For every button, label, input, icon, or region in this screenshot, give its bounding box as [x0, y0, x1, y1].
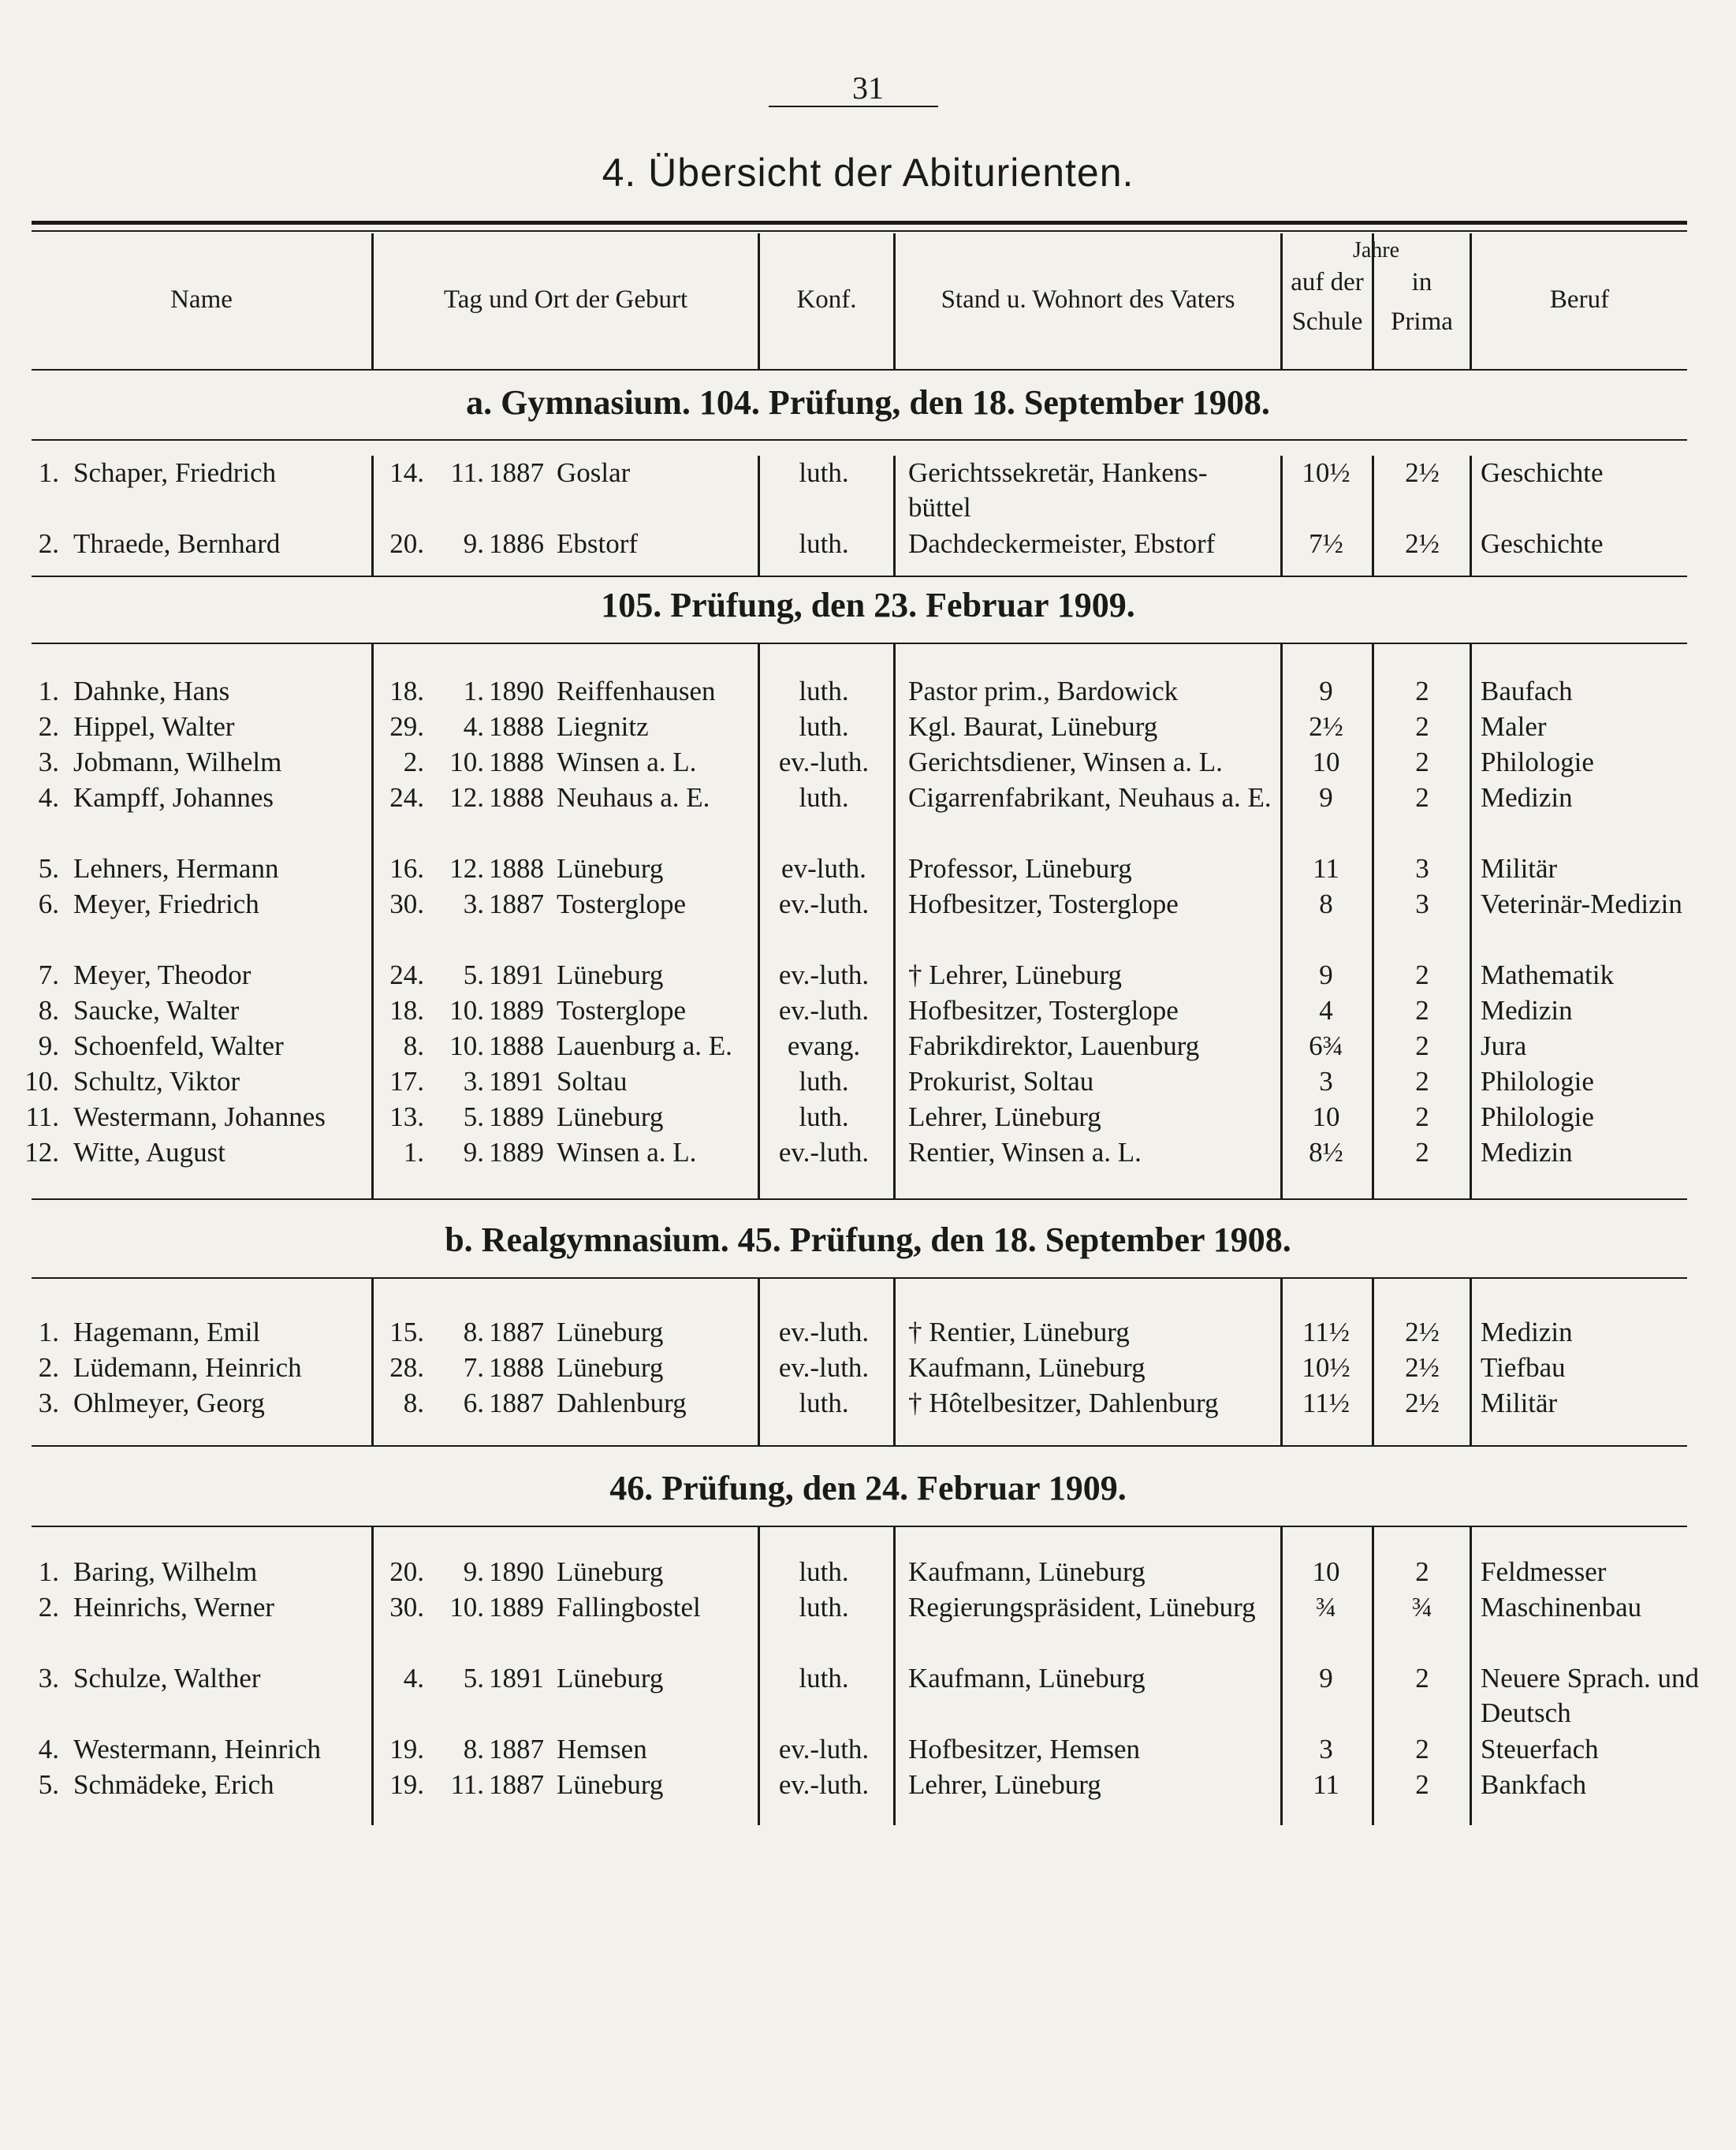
cell-place: Winsen a. L.	[557, 747, 697, 777]
cell-no: 1.	[38, 457, 59, 488]
cell-no: 2.	[38, 711, 59, 742]
cell-conf: luth.	[799, 1066, 849, 1097]
cell-school: 9	[1319, 676, 1333, 706]
table-top-rule-thin	[32, 230, 1687, 232]
cell-prima: 2½	[1405, 1388, 1440, 1418]
page-title: 4. Übersicht der Abiturienten.	[602, 151, 1134, 195]
cell-job: Philologie	[1481, 1101, 1594, 1132]
table-row	[0, 456, 1736, 525]
cell-school: 6¾	[1309, 1030, 1343, 1061]
cell-name: Saucke, Walter	[73, 995, 240, 1026]
cell-job: Feldmesser	[1481, 1556, 1607, 1587]
cell-day: 13.	[389, 1101, 424, 1132]
cell-father: † Lehrer, Lüneburg	[908, 959, 1123, 990]
cell-year: 1887	[489, 1388, 544, 1418]
cell-father: Gerichtssekretär, Hankens- büttel	[908, 457, 1215, 523]
cell-father: Kaufmann, Lüneburg	[908, 1663, 1146, 1694]
cell-name: Dahnke, Hans	[73, 676, 230, 706]
cell-prima: 2	[1415, 995, 1429, 1026]
cell-day: 1.	[403, 1137, 424, 1168]
header-prima	[1374, 263, 1470, 341]
cell-year: 1891	[489, 959, 544, 990]
cell-month: 10.	[449, 747, 484, 777]
cell-month: 10.	[449, 1592, 484, 1623]
cell-month: 11.	[450, 1769, 484, 1800]
cell-no: 11.	[25, 1101, 59, 1132]
cell-prima: 2	[1415, 959, 1429, 990]
cell-name: Hagemann, Emil	[73, 1317, 261, 1347]
section-rule	[32, 439, 1687, 441]
cell-job: Philologie	[1481, 1066, 1594, 1097]
cell-father: Kgl. Baurat, Lüneburg	[908, 711, 1158, 742]
cell-no: 4.	[38, 1734, 59, 1764]
heading-gymnasium-104: a. Gymnasium. 104. Prüfung, den 18. September 1908.	[466, 383, 1270, 422]
header-name: Name	[170, 285, 233, 314]
cell-name: Schulze, Walther	[73, 1663, 261, 1694]
header-prima-line2: Prima	[1391, 307, 1453, 336]
table-top-rule	[32, 221, 1687, 225]
cell-conf: evang.	[787, 1030, 861, 1061]
cell-year: 1891	[489, 1066, 544, 1097]
cell-school: 10	[1312, 747, 1340, 777]
cell-father: † Hôtelbesitzer, Dahlenburg	[908, 1388, 1219, 1418]
cell-school: 9	[1319, 782, 1333, 813]
cell-name: Lüdemann, Heinrich	[73, 1352, 302, 1383]
cell-father: Gerichtsdiener, Winsen a. L.	[908, 747, 1223, 777]
cell-year: 1887	[489, 1769, 544, 1800]
cell-job: Medizin	[1481, 1137, 1573, 1168]
cell-year: 1888	[489, 782, 544, 813]
cell-place: Lüneburg	[557, 1317, 664, 1347]
cell-job: Neuere Sprach. und Deutsch	[1481, 1663, 1699, 1728]
cell-conf: luth.	[799, 1663, 849, 1694]
cell-year: 1888	[489, 747, 544, 777]
cell-school: ¾	[1315, 1592, 1337, 1623]
cell-name: Schultz, Viktor	[73, 1066, 240, 1097]
cell-day: 8.	[403, 1030, 424, 1061]
header-prima-line1: in	[1411, 268, 1432, 296]
cell-day: 15.	[389, 1317, 424, 1347]
cell-no: 5.	[38, 1769, 59, 1800]
cell-job: Maler	[1481, 711, 1547, 742]
cell-no: 1.	[38, 1556, 59, 1587]
cell-school: 11½	[1302, 1317, 1350, 1347]
cell-no: 1.	[38, 676, 59, 706]
cell-prima: 2½	[1405, 1317, 1440, 1347]
cell-month: 5.	[463, 1101, 484, 1132]
cell-month: 5.	[463, 959, 484, 990]
cell-no: 2.	[38, 1352, 59, 1383]
cell-name: Thraede, Bernhard	[73, 528, 281, 559]
cell-conf: luth.	[799, 1388, 849, 1418]
cell-day: 18.	[389, 995, 424, 1026]
cell-conf: luth.	[799, 457, 849, 488]
cell-job: Medizin	[1481, 995, 1573, 1026]
cell-father: Fabrikdirektor, Lauenburg	[908, 1030, 1200, 1061]
cell-year: 1888	[489, 1352, 544, 1383]
cell-month: 7.	[463, 1352, 484, 1383]
table-row	[0, 781, 1736, 850]
cell-year: 1889	[489, 995, 544, 1026]
cell-no: 4.	[38, 782, 59, 813]
cell-day: 20.	[389, 528, 424, 559]
cell-day: 29.	[389, 711, 424, 742]
table-row	[0, 1768, 1736, 1837]
cell-year: 1890	[489, 1556, 544, 1587]
cell-father: Kaufmann, Lüneburg	[908, 1556, 1146, 1587]
cell-conf: ev.-luth.	[778, 1769, 870, 1800]
cell-year: 1887	[489, 457, 544, 488]
cell-year: 1887	[489, 1734, 544, 1764]
cell-school: 11½	[1302, 1388, 1350, 1418]
cell-conf: ev-luth.	[781, 853, 866, 884]
cell-name: Meyer, Friedrich	[73, 889, 259, 919]
cell-school: 11	[1313, 1769, 1339, 1800]
cell-conf: ev.-luth.	[778, 1317, 870, 1347]
cell-conf: luth.	[799, 1101, 849, 1132]
table-row	[0, 1661, 1736, 1731]
cell-month: 10.	[449, 995, 484, 1026]
cell-prima: 2	[1415, 1769, 1429, 1800]
cell-day: 24.	[389, 959, 424, 990]
cell-prima: 2	[1415, 1663, 1429, 1694]
cell-place: Reiffenhausen	[557, 676, 716, 706]
cell-school: 2½	[1309, 711, 1343, 742]
cell-prima: 2	[1415, 1556, 1429, 1587]
cell-school: 9	[1319, 1663, 1333, 1694]
cell-father: Kaufmann, Lüneburg	[908, 1352, 1146, 1383]
cell-month: 8.	[463, 1734, 484, 1764]
cell-day: 24.	[389, 782, 424, 813]
header-years-label: Jahre	[1352, 238, 1400, 263]
cell-conf: ev.-luth.	[778, 1734, 870, 1764]
cell-conf: luth.	[799, 676, 849, 706]
cell-job: Steuerfach	[1481, 1734, 1599, 1764]
cell-place: Lüneburg	[557, 1101, 664, 1132]
cell-school: 10	[1312, 1101, 1340, 1132]
cell-place: Ebstorf	[557, 528, 639, 559]
cell-job: Philologie	[1481, 747, 1594, 777]
cell-place: Tosterglope	[557, 889, 687, 919]
cell-no: 3.	[38, 747, 59, 777]
cell-place: Lüneburg	[557, 1663, 664, 1694]
cell-no: 10.	[24, 1066, 59, 1097]
cell-name: Schaper, Friedrich	[73, 457, 277, 488]
cell-father: Hofbesitzer, Tosterglope	[908, 889, 1179, 919]
section-rule	[32, 1526, 1687, 1527]
cell-conf: ev.-luth.	[778, 995, 870, 1026]
cell-no: 1.	[38, 1317, 59, 1347]
cell-month: 12.	[449, 853, 484, 884]
cell-day: 19.	[389, 1769, 424, 1800]
cell-job: Maschinenbau	[1481, 1592, 1642, 1623]
cell-school: 10½	[1302, 457, 1350, 488]
cell-conf: luth.	[799, 711, 849, 742]
header-school-line1: auf der	[1291, 268, 1364, 296]
cell-school: 3	[1319, 1734, 1333, 1764]
cell-conf: luth.	[799, 782, 849, 813]
cell-month: 5.	[463, 1663, 484, 1694]
cell-prima: 3	[1415, 853, 1429, 884]
cell-father: † Rentier, Lüneburg	[908, 1317, 1130, 1347]
cell-job: Veterinär-Medizin	[1481, 889, 1682, 919]
cell-month: 9.	[463, 528, 484, 559]
cell-place: Hemsen	[557, 1734, 647, 1764]
cell-prima: 2	[1415, 1030, 1429, 1061]
cell-year: 1888	[489, 853, 544, 884]
cell-father: Lehrer, Lüneburg	[908, 1101, 1101, 1132]
cell-conf: luth.	[799, 528, 849, 559]
cell-father: Hofbesitzer, Hemsen	[908, 1734, 1141, 1764]
cell-no: 2.	[38, 528, 59, 559]
cell-job: Geschichte	[1481, 457, 1604, 488]
cell-prima: 2	[1415, 1101, 1429, 1132]
cell-father: Prokurist, Soltau	[908, 1066, 1094, 1097]
cell-month: 12.	[449, 782, 484, 813]
header-birth: Tag und Ort der Geburt	[443, 285, 688, 314]
cell-school: 9	[1319, 959, 1333, 990]
cell-place: Neuhaus a. E.	[557, 782, 710, 813]
cell-job: Medizin	[1481, 1317, 1573, 1347]
cell-father: Lehrer, Lüneburg	[908, 1769, 1101, 1800]
cell-place: Goslar	[557, 457, 631, 488]
cell-month: 8.	[463, 1317, 484, 1347]
cell-conf: luth.	[799, 1592, 849, 1623]
cell-month: 10.	[449, 1030, 484, 1061]
cell-year: 1887	[489, 889, 544, 919]
cell-day: 20.	[389, 1556, 424, 1587]
cell-name: Schmädeke, Erich	[73, 1769, 274, 1800]
header-bottom-rule	[32, 369, 1687, 371]
cell-no: 3.	[38, 1388, 59, 1418]
cell-day: 17.	[389, 1066, 424, 1097]
cell-year: 1888	[489, 1030, 544, 1061]
heading-46: 46. Prüfung, den 24. Februar 1909.	[609, 1469, 1127, 1507]
cell-name: Meyer, Theodor	[73, 959, 251, 990]
cell-place: Lüneburg	[557, 1769, 664, 1800]
cell-prima: 2	[1415, 1734, 1429, 1764]
cell-father: Professor, Lüneburg	[908, 853, 1132, 884]
table-row	[0, 1590, 1736, 1660]
cell-year: 1888	[489, 711, 544, 742]
cell-place: Lüneburg	[557, 853, 664, 884]
table-row	[0, 887, 1736, 956]
cell-day: 8.	[403, 1388, 424, 1418]
cell-name: Ohlmeyer, Georg	[73, 1388, 265, 1418]
cell-father: Dachdeckermeister, Ebstorf	[908, 528, 1216, 559]
section-rule	[32, 643, 1687, 644]
cell-job: Mathematik	[1481, 959, 1615, 990]
cell-name: Heinrichs, Werner	[73, 1592, 275, 1623]
cell-prima: 2	[1415, 1066, 1429, 1097]
cell-year: 1886	[489, 528, 544, 559]
cell-prima: 2	[1415, 676, 1429, 706]
cell-name: Baring, Wilhelm	[73, 1556, 258, 1587]
table-row	[0, 1386, 1736, 1455]
cell-no: 9.	[38, 1030, 59, 1061]
table-row	[0, 1135, 1736, 1205]
cell-school: 4	[1319, 995, 1333, 1026]
cell-job: Medizin	[1481, 782, 1573, 813]
cell-school: 8	[1319, 889, 1333, 919]
cell-no: 2.	[38, 1592, 59, 1623]
cell-place: Fallingbostel	[557, 1592, 701, 1623]
cell-job: Militär	[1481, 1388, 1558, 1418]
header-confession: Konf.	[796, 285, 857, 314]
cell-month: 4.	[463, 711, 484, 742]
cell-year: 1887	[489, 1317, 544, 1347]
section-rule	[32, 1277, 1687, 1279]
header-school	[1283, 263, 1372, 341]
cell-month: 3.	[463, 889, 484, 919]
cell-school: 11	[1313, 853, 1339, 884]
cell-no: 7.	[38, 959, 59, 990]
cell-school: 10	[1312, 1556, 1340, 1587]
cell-conf: ev.-luth.	[778, 1352, 870, 1383]
cell-month: 11.	[450, 457, 484, 488]
cell-day: 18.	[389, 676, 424, 706]
cell-prima: 2½	[1405, 1352, 1440, 1383]
cell-no: 8.	[38, 995, 59, 1026]
cell-father: Rentier, Winsen a. L.	[908, 1137, 1142, 1168]
cell-job: Baufach	[1481, 676, 1573, 706]
cell-name: Lehners, Hermann	[73, 853, 279, 884]
cell-year: 1889	[489, 1137, 544, 1168]
cell-conf: ev.-luth.	[778, 959, 870, 990]
cell-name: Westermann, Heinrich	[73, 1734, 322, 1764]
header-father: Stand u. Wohnort des Vaters	[941, 285, 1235, 314]
cell-conf: ev.-luth.	[778, 889, 870, 919]
cell-day: 28.	[389, 1352, 424, 1383]
cell-job: Tiefbau	[1481, 1352, 1566, 1383]
cell-prima: 3	[1415, 889, 1429, 919]
cell-month: 9.	[463, 1556, 484, 1587]
cell-place: Lüneburg	[557, 959, 664, 990]
cell-prima: ¾	[1411, 1592, 1433, 1623]
cell-year: 1889	[489, 1592, 544, 1623]
cell-conf: ev.-luth.	[778, 747, 870, 777]
cell-year: 1890	[489, 676, 544, 706]
cell-place: Lüneburg	[557, 1556, 664, 1587]
cell-prima: 2½	[1405, 528, 1440, 559]
cell-place: Liegnitz	[557, 711, 649, 742]
cell-day: 30.	[389, 1592, 424, 1623]
cell-prima: 2	[1415, 711, 1429, 742]
cell-year: 1889	[489, 1101, 544, 1132]
cell-name: Schoenfeld, Walter	[73, 1030, 284, 1061]
cell-conf: luth.	[799, 1556, 849, 1587]
cell-father: Cigarrenfabrikant, Neuhaus a. E.	[908, 782, 1272, 813]
cell-father: Hofbesitzer, Tosterglope	[908, 995, 1179, 1026]
cell-no: 3.	[38, 1663, 59, 1694]
header-profession: Beruf	[1549, 285, 1610, 314]
cell-name: Hippel, Walter	[73, 711, 235, 742]
cell-place: Lauenburg a. E.	[557, 1030, 732, 1061]
cell-place: Dahlenburg	[557, 1388, 687, 1418]
cell-day: 19.	[389, 1734, 424, 1764]
cell-no: 6.	[38, 889, 59, 919]
table-row	[0, 527, 1736, 596]
cell-place: Winsen a. L.	[557, 1137, 697, 1168]
cell-school: 10½	[1302, 1352, 1350, 1383]
heading-105: 105. Prüfung, den 23. Februar 1909.	[601, 586, 1135, 624]
cell-name: Kampff, Johannes	[73, 782, 274, 813]
cell-job: Geschichte	[1481, 528, 1604, 559]
cell-job: Jura	[1481, 1030, 1527, 1061]
page-number: 31	[852, 70, 884, 106]
cell-day: 16.	[389, 853, 424, 884]
cell-school: 3	[1319, 1066, 1333, 1097]
cell-day: 14.	[389, 457, 424, 488]
cell-place: Tosterglope	[557, 995, 687, 1026]
cell-month: 9.	[463, 1137, 484, 1168]
cell-place: Lüneburg	[557, 1352, 664, 1383]
cell-school: 8½	[1309, 1137, 1343, 1168]
cell-job: Militär	[1481, 853, 1558, 884]
cell-year: 1891	[489, 1663, 544, 1694]
cell-prima: 2	[1415, 782, 1429, 813]
cell-prima: 2½	[1405, 457, 1440, 488]
cell-no: 12.	[24, 1137, 59, 1168]
header-school-line2: Schule	[1291, 307, 1363, 336]
cell-school: 7½	[1309, 528, 1343, 559]
cell-job: Bankfach	[1481, 1769, 1587, 1800]
cell-day: 2.	[403, 747, 424, 777]
cell-father: Regierungspräsident, Lüneburg	[908, 1592, 1256, 1623]
cell-conf: ev.-luth.	[778, 1137, 870, 1168]
page-number-rule	[769, 106, 938, 107]
cell-month: 3.	[463, 1066, 484, 1097]
cell-no: 5.	[38, 853, 59, 884]
cell-name: Jobmann, Wilhelm	[73, 747, 282, 777]
cell-day: 30.	[389, 889, 424, 919]
heading-realgymnasium-45: b. Realgymnasium. 45. Prüfung, den 18. September 1908.	[445, 1220, 1291, 1259]
cell-month: 1.	[463, 676, 484, 706]
cell-father: Pastor prim., Bardowick	[908, 676, 1179, 706]
cell-place: Soltau	[557, 1066, 628, 1097]
cell-prima: 2	[1415, 747, 1429, 777]
cell-day: 4.	[403, 1663, 424, 1694]
cell-name: Westermann, Johannes	[73, 1101, 326, 1132]
cell-month: 6.	[463, 1388, 484, 1418]
cell-name: Witte, August	[73, 1137, 226, 1168]
cell-prima: 2	[1415, 1137, 1429, 1168]
